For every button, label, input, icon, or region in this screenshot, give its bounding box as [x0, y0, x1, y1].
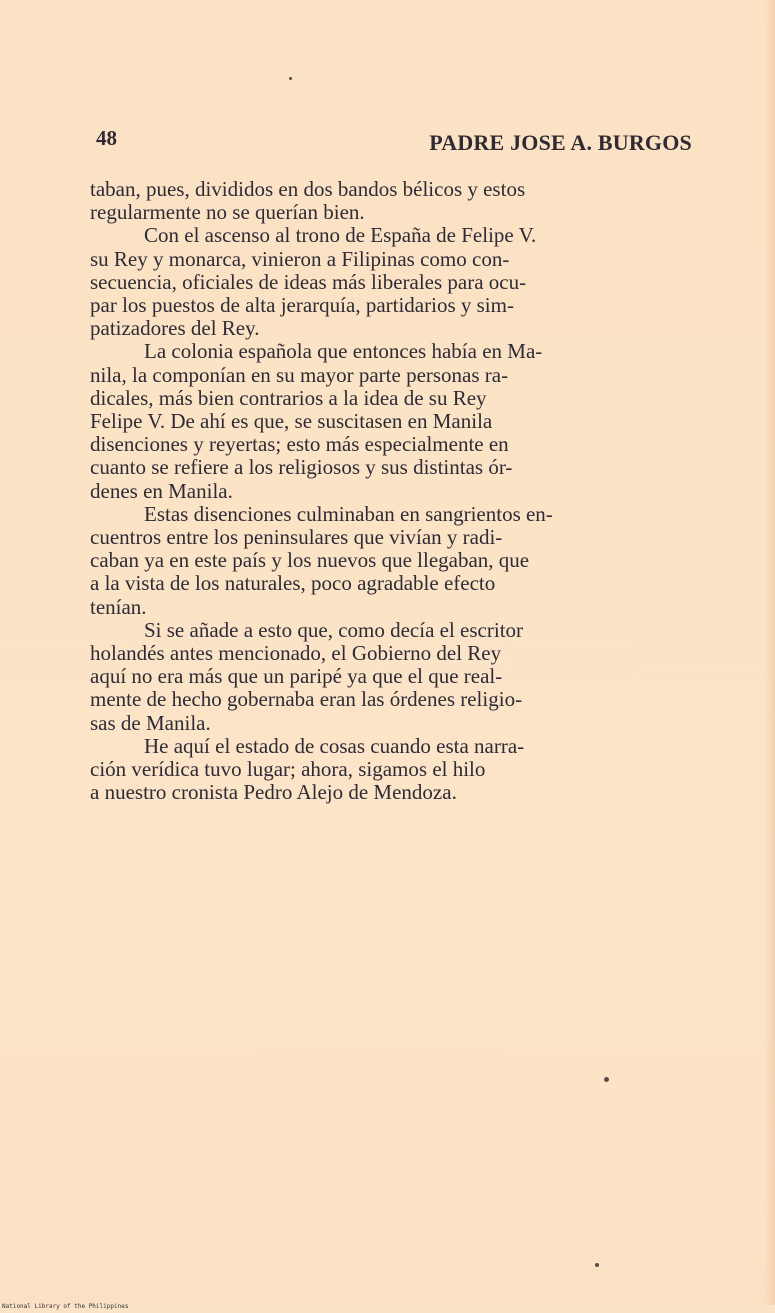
text-line: Con el ascenso al trono de España de Felipe V.	[144, 223, 537, 248]
text-line: sas de Manila.	[90, 710, 211, 735]
text-line: holandés antes mencionado, el Gobierno del Rey	[90, 641, 502, 666]
paper-speck	[604, 1077, 609, 1082]
running-title: PADRE JOSE A. BURGOS	[429, 130, 692, 155]
text-line: nila, la componían en su mayor parte personas ra-	[90, 362, 509, 387]
text-line: tenían.	[90, 594, 147, 619]
page-number: 48	[96, 126, 117, 150]
paper-speck	[595, 1263, 599, 1267]
paragraph	[90, 503, 692, 619]
page-edge-shadow	[765, 0, 775, 1305]
text-line: La colonia española que entonces había en Ma-	[144, 339, 543, 364]
text-line: Estas disenciones culminaban en sangrientos en-	[144, 501, 553, 526]
text-line: denes en Manila.	[90, 478, 233, 503]
text-line: a la vista de los naturales, poco agradable efecto	[90, 571, 496, 596]
body-text	[90, 178, 692, 804]
text-line: Si se añade a esto que, como decía el escritor	[144, 617, 524, 642]
text-line: taban, pues, divididos en dos bandos bélicos y estos	[90, 177, 526, 201]
running-header	[96, 126, 692, 158]
text-line: par los puestos de alta jerarquía, partidarios y sim-	[90, 293, 514, 318]
text-line: aquí no era más que un paripé ya que el que real-	[90, 664, 503, 689]
text-line: mente de hecho gobernaba eran las órdenes religio-	[90, 687, 523, 712]
text-line: a nuestro cronista Pedro Alejo de Mendoza.	[90, 780, 457, 805]
text-line: ción verídica tuvo lugar; ahora, sigamos el hilo	[90, 757, 486, 782]
paragraph	[90, 178, 692, 224]
text-line: regularmente no se querían bien.	[90, 200, 365, 225]
paragraph	[90, 735, 692, 805]
text-line: su Rey y monarca, vinieron a Filipinas como con-	[90, 246, 510, 271]
text-line: caban ya en este país y los nuevos que llegaban, que	[90, 548, 530, 573]
text-line: cuentros entre los peninsulares que vivían y radi-	[90, 525, 503, 550]
paragraph	[90, 340, 692, 502]
paragraph	[90, 619, 692, 735]
paper-speck	[289, 77, 292, 80]
text-line: He aquí el estado de cosas cuando esta narra-	[144, 733, 525, 758]
text-line: patizadores del Rey.	[90, 316, 260, 341]
paragraph	[90, 224, 692, 340]
text-line: dicales, más bien contrarios a la idea de su Rey	[90, 385, 487, 410]
text-line: Felipe V. De ahí es que, se suscitasen en Manila	[90, 409, 493, 434]
library-credit: National Library of the Philippines	[2, 1303, 129, 1310]
text-line: secuencia, oficiales de ideas más liberales para ocu-	[90, 269, 527, 294]
text-line: cuanto se refiere a los religiosos y sus distintas ór-	[90, 455, 513, 480]
text-line: disenciones y reyertas; esto más especialmente en	[90, 432, 509, 457]
